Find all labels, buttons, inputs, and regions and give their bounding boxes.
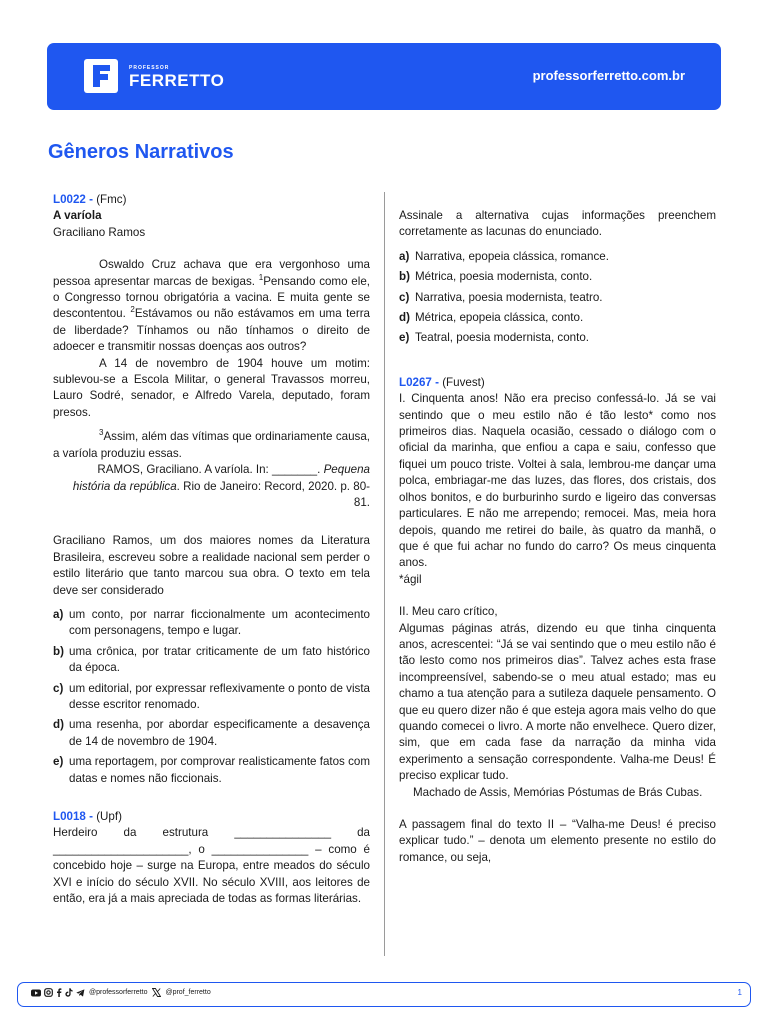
text-reference: RAMOS, Graciliano. A varíola. In: _______. Pequena história da república. Rio de Janeiro: Record, 2020. p. 80-81.	[72, 463, 370, 509]
question-id: L0022 -	[53, 193, 93, 206]
option-d[interactable]: d) uma resenha, por abordar especificamente a desavença de 14 de novembro de 1904.	[53, 718, 370, 748]
option-a[interactable]: a) Narrativa, epopeia clássica, romance.	[399, 249, 609, 263]
text-paragraph-1: Oswaldo Cruz achava que era vergonhoso uma pessoa apresentar marcas de bexigas. $^1$Pensando como ele, o Congresso tornou obrigatória a vacina. E muita gente se descontentou. $^2$Estávamos ou não estávamos em uma terra de liberdade? Tínhamos ou não tínhamos o direito de adoecer e transmitir nossas doenças aos outros?	[53, 258, 370, 354]
question-statement: Graciliano Ramos, um dos maiores nomes da Literatura Brasileira, escreveu sobre a realidade nacional sem perder o estilo literário que tanto marcou sua obra. O texto em tela deve ser considerado	[53, 534, 370, 597]
text-i: I. Cinquenta anos! Não era preciso confessá-lo. Já se vai sentindo que o meu estilo não é tão lesto* como nos primeiros dias. Naquela ocasião, cessado o diálogo com o oficial da marinha, que enfiou a capa e saiu, confesso que fiquei um pouco triste. Voltei à sala, lembrou-me dançar uma polca, embriagar-me das luzes, das flores, dos cristais, dos olhos bonitos, e do burburinho surdo e ligeiro das conversas particulares. E não me arrependo; remocei. Mas, meia hora depois, quando me retirei do baile, às quatro da manhã, o que é que fui achar no fundo do carro? Os meus cinquenta anos.	[399, 392, 716, 570]
logo-name: FERRETTO	[129, 71, 225, 90]
question-source: (Upf)	[92, 810, 122, 823]
option-c[interactable]: c) Narrativa, poesia modernista, teatro.	[399, 290, 603, 304]
text-reference: Machado de Assis, Memórias Póstumas de Brás Cubas.	[413, 785, 703, 799]
right-column	[399, 208, 716, 866]
social-links	[31, 988, 216, 997]
text-author: Graciliano Ramos	[53, 225, 146, 239]
question-statement: Assinale a alternativa cujas informações preenchem corretamente as lacunas do enunciado.	[399, 209, 716, 239]
option-e[interactable]: e) Teatral, poesia modernista, conto.	[399, 331, 590, 345]
site-url-link[interactable]: professorferretto.com.br	[532, 68, 685, 83]
text-note: *ágil	[399, 572, 422, 586]
page-number: 1	[737, 988, 742, 997]
facebook-icon[interactable]	[56, 988, 62, 997]
question-id: L0267 -	[399, 375, 439, 389]
telegram-icon[interactable]	[76, 989, 85, 997]
text-title: A varíola	[53, 209, 102, 223]
question-header-l0267	[399, 375, 716, 391]
option-c[interactable]: c) um editorial, por expressar reflexivamente o ponto de vista desse escritor renomado.	[53, 681, 370, 711]
social-handle[interactable]: @professorferretto	[89, 989, 148, 996]
footer-bar	[17, 982, 751, 1007]
x-twitter-icon[interactable]	[152, 988, 161, 997]
question-header-l0018	[53, 809, 370, 825]
text-ii-title: II. Meu caro crítico,	[399, 605, 498, 619]
page-title: Gêneros Narrativos	[48, 141, 234, 163]
header-banner	[47, 43, 721, 110]
option-b[interactable]: b) Métrica, poesia modernista, conto.	[399, 270, 593, 284]
option-e[interactable]: e) uma reportagem, por comprovar realisticamente fatos com datas e nomes não ficcionais.	[53, 755, 370, 785]
social-handle[interactable]: @prof_ferretto	[165, 989, 211, 996]
question-header-l0022	[53, 192, 370, 208]
question-source: (Fmc)	[92, 193, 127, 206]
ferretto-logo-icon	[84, 59, 118, 93]
answer-options	[399, 249, 716, 347]
instagram-icon[interactable]	[44, 988, 53, 997]
question-source: (Fuvest)	[438, 375, 485, 389]
tiktok-icon[interactable]	[65, 988, 73, 997]
question-id: L0018 -	[53, 810, 93, 823]
left-column	[53, 192, 370, 907]
text-paragraph-2: A 14 de novembro de 1904 houve um motim: sublevou-se a Escola Militar, o general Travassos morreu, Lauro Sodré, senador, e Alfredo Varela, deputado, foram presos.	[53, 356, 370, 419]
column-divider	[384, 192, 385, 956]
answer-options	[53, 607, 370, 787]
text-paragraph-3: $^3$Assim, além das vítimas que ordinariamente causa, a varíola produziu essas.	[53, 428, 370, 460]
question-text-l0018: Herdeiro da estrutura _______________ da _____________________, o _______________ – como é concebido hoje – surge na Europa, entre meados do século XVI e início do século XVII. No século XVIII, aos leitores de então, era já a mais apreciada de todas as formas literárias.	[53, 826, 370, 906]
option-b[interactable]: b) uma crônica, por tratar criticamente de um fato histórico da época.	[53, 644, 370, 675]
option-d[interactable]: d) Métrica, epopeia clássica, conto.	[399, 311, 584, 325]
logo-subtitle: PROFESSOR	[129, 65, 170, 71]
youtube-icon[interactable]	[31, 989, 41, 997]
text-ii: Algumas páginas atrás, dizendo eu que tinha cinquenta anos, acrescentei: “Já se vai sentindo que o meu estilo não é tão lesto como nos primeiros dias”. Talvez aches esta frase incompreensível, sabendo-se o meu atual estado; mas eu chamo a tua atenção para a sutileza daquele pensamento. O que eu quero dizer não é que esteja agora mais velho do que quando comecei o livro. A morte não envelhece. Quero dizer, sim, que em cada fase da narração da minha vida experimento a sensação correspondente. Valha-me Deus! É preciso explicar tudo.	[399, 621, 716, 783]
question-statement: A passagem final do texto II – “Valha-me Deus! é preciso explicar tudo.” – denota um elemento presente no estilo do romance, ou seja,	[399, 818, 716, 864]
option-a[interactable]: a) um conto, por narrar ficcionalmente um acontecimento com personagens, tempo e lugar.	[53, 607, 370, 638]
